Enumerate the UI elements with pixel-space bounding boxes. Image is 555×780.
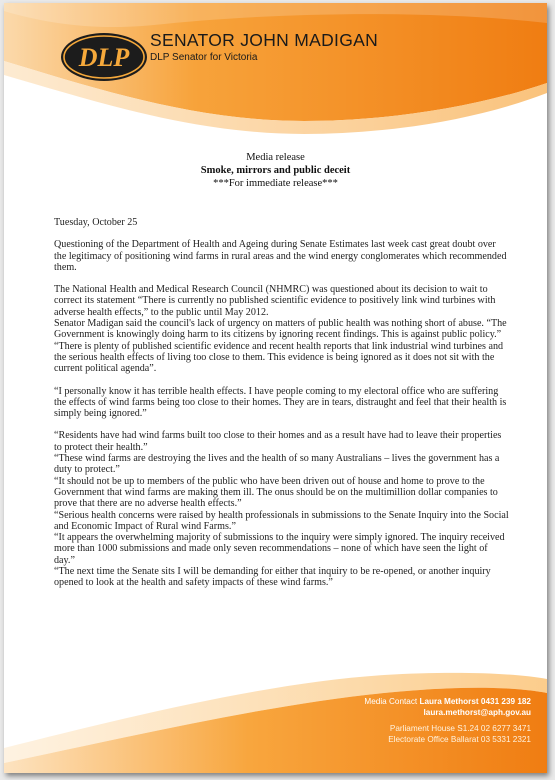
electorate-office-line: Electorate Office Ballarat 03 5331 2321 <box>388 734 531 744</box>
release-kind: Media release <box>246 152 305 163</box>
paragraph: “There is plenty of published scientific evidence and recent health reports that link industrial wind turbines and the serious health effects of living too close to them. This evidence is being ignored as it does not sit with the current political agenda”. <box>54 340 504 375</box>
senator-role: DLP Senator for Victoria <box>150 52 258 63</box>
paragraph: “It should not be up to members of the public who have been driven out of house and home to prove to the Government that wind farms are making them ill. The onus should be on the multimillion dollar companies to prove that there are no adverse health effects.” <box>54 475 498 510</box>
footer-orange-swoosh <box>4 3 547 773</box>
contact-label: Media Contact <box>364 697 418 706</box>
paragraph: Questioning of the Department of Health and Ageing during Senate Estimates last week cast great doubt over the legitimacy of positioning wind farms in rural areas and the wind energy conglomerates which recommended them. <box>54 239 507 273</box>
paragraph: “The next time the Senate sits I will be demanding for either that inquiry to be re-opened, or another inquiry opened to look at the health and safety impacts of these wind farms.” <box>54 566 491 589</box>
media-contact-line <box>364 697 531 708</box>
contact-footer <box>364 697 531 745</box>
logo-text: DLP <box>78 43 130 72</box>
paragraph: “Residents have had wind farms built too close to their homes and as a result have had to leave their properties to protect their health.” <box>54 430 502 453</box>
paragraph: “I personally know it has terrible health effects. I have people coming to my electoral office who are suffering the effects of wind farms being too close to their homes. They are in tears, distraught and feel that their health is simply being ignored.” <box>54 385 507 420</box>
paragraph: “These wind farms are destroying the lives and the health of so many Australians – lives the government has a duty to protect.” <box>54 453 500 476</box>
parliament-house-line: Parliament House S1.24 02 6277 3471 <box>389 724 531 733</box>
release-date: Tuesday, October 25 <box>54 217 138 228</box>
paragraph: The National Health and Medical Research Council (NHMRC) was questioned about its decision to wait to correct its statement “There is currently no published scientific evidence to positively link wind turbines with adverse health effects,” to the public until May 2012. <box>54 284 496 318</box>
paragraph: Senator Madigan said the council's lack of urgency on matters of public health was nothing short of abuse. “The Government is knowingly doing harm to its citizens by ignoring recent findings. This is against public policy.” <box>54 318 507 341</box>
contact-phone: 0431 239 182 <box>480 697 531 706</box>
paragraph: “Serious health concerns were raised by health professionals in submissions to the Senate Inquiry into the Social and Economic Impact of Rural wind Farms.” <box>54 509 509 532</box>
release-title: Smoke, mirrors and public deceit <box>200 165 351 176</box>
contact-email[interactable]: laura.methorst@aph.gov.au <box>423 707 531 717</box>
paragraph: “It appears the overwhelming majority of submissions to the inquiry were simply ignored. The inquiry received more than 1000 submissions and made only seven recommendations – none of which have seen the light of day.” <box>54 532 505 566</box>
media-release-page <box>4 3 547 773</box>
release-embargo: ***For immediate release*** <box>213 178 338 189</box>
contact-name: Laura Methorst <box>419 697 479 706</box>
senator-name: SENATOR JOHN MADIGAN <box>150 30 379 50</box>
